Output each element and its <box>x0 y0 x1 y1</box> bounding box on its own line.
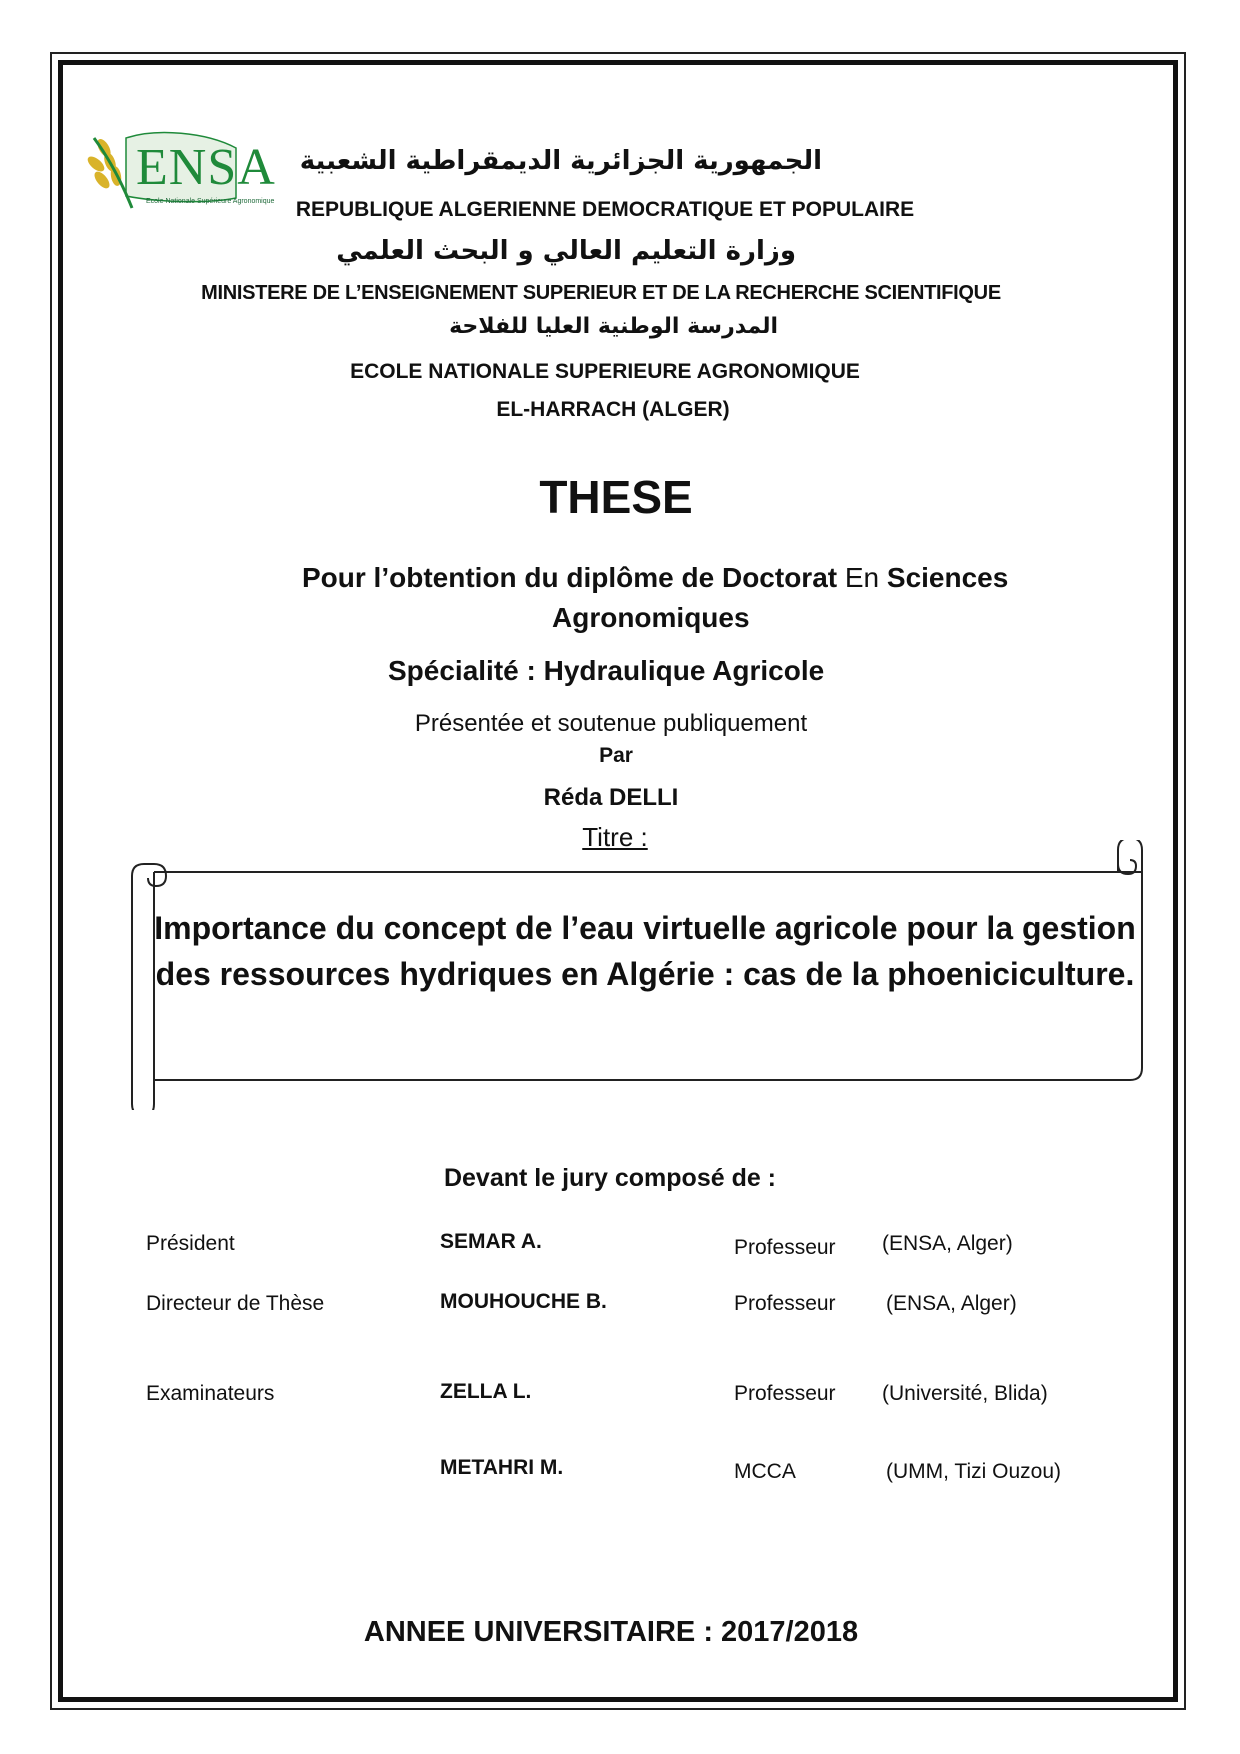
presented-text: Présentée et soutenue publiquement <box>414 710 808 737</box>
jury-grade: Professeur <box>734 1236 836 1259</box>
jury-role: Examinateurs <box>146 1382 275 1405</box>
by-label: Par <box>599 744 633 767</box>
author-name: Réda DELLI <box>543 784 679 811</box>
diploma-text-en: En <box>844 562 880 593</box>
thesis-heading: THESE <box>539 471 693 523</box>
header-ministry: MINISTERE DE L’ENSEIGNEMENT SUPERIEUR ET DE LA RECHERCHE SCIENTIFIQUE <box>201 282 1001 304</box>
header-republic: REPUBLIQUE ALGERIENNE DEMOCRATIQUE ET POPULAIRE <box>295 198 915 221</box>
jury-institution: (ENSA, Alger) <box>886 1292 1017 1315</box>
header-city: EL-HARRACH (ALGER) <box>496 398 730 421</box>
diploma-text-a: Pour l’obtention du diplôme de Doctorat <box>302 562 845 593</box>
jury-institution: (UMM, Tizi Ouzou) <box>886 1460 1062 1483</box>
header-school: ECOLE NATIONALE SUPERIEURE AGRONOMIQUE <box>350 360 860 383</box>
jury-grade: Professeur <box>734 1292 836 1315</box>
logo-subtitle: Ecole Nationale Supérieure Agronomique <box>146 198 275 205</box>
diploma-line-1 <box>302 562 1008 594</box>
jury-member-name: SEMAR A. <box>440 1230 542 1253</box>
diploma-text-c: Sciences <box>879 562 1009 593</box>
jury-grade: MCCA <box>734 1460 796 1483</box>
jury-member-name: METAHRI M. <box>440 1456 564 1479</box>
header-ar-republic: الجمهورية الجزائرية الديمقراطية الشعبية <box>299 146 822 176</box>
jury-role: Président <box>146 1232 235 1255</box>
thesis-title: Importance du concept de l’eau virtuelle agricole pour la gestion des ressources hydriques en Algérie : cas de la phoeniciculture. <box>154 910 1136 992</box>
jury-institution: (Université, Blida) <box>882 1382 1048 1405</box>
jury-heading: Devant le jury composé de : <box>443 1164 777 1192</box>
jury-grade: Professeur <box>734 1382 836 1405</box>
jury-role: Directeur de Thèse <box>146 1292 325 1315</box>
specialty: Spécialité : Hydraulique Agricole <box>388 655 825 686</box>
diploma-line-2: Agronomiques <box>552 602 750 633</box>
jury-member-name: ZELLA L. <box>440 1380 532 1403</box>
jury-member-name: MOUHOUCHE B. <box>440 1290 607 1313</box>
logo-wordmark: ENSA <box>136 139 276 196</box>
header-ar-ministry: وزارة التعليم العالي و البحث العلمي <box>336 236 796 266</box>
title-label: Titre : <box>582 822 648 852</box>
header-ar-school: المدرسة الوطنية العليا للفلاحة <box>449 314 778 339</box>
jury-institution: (ENSA, Alger) <box>882 1232 1013 1255</box>
academic-year: ANNEE UNIVERSITAIRE : 2017/2018 <box>363 1616 859 1648</box>
